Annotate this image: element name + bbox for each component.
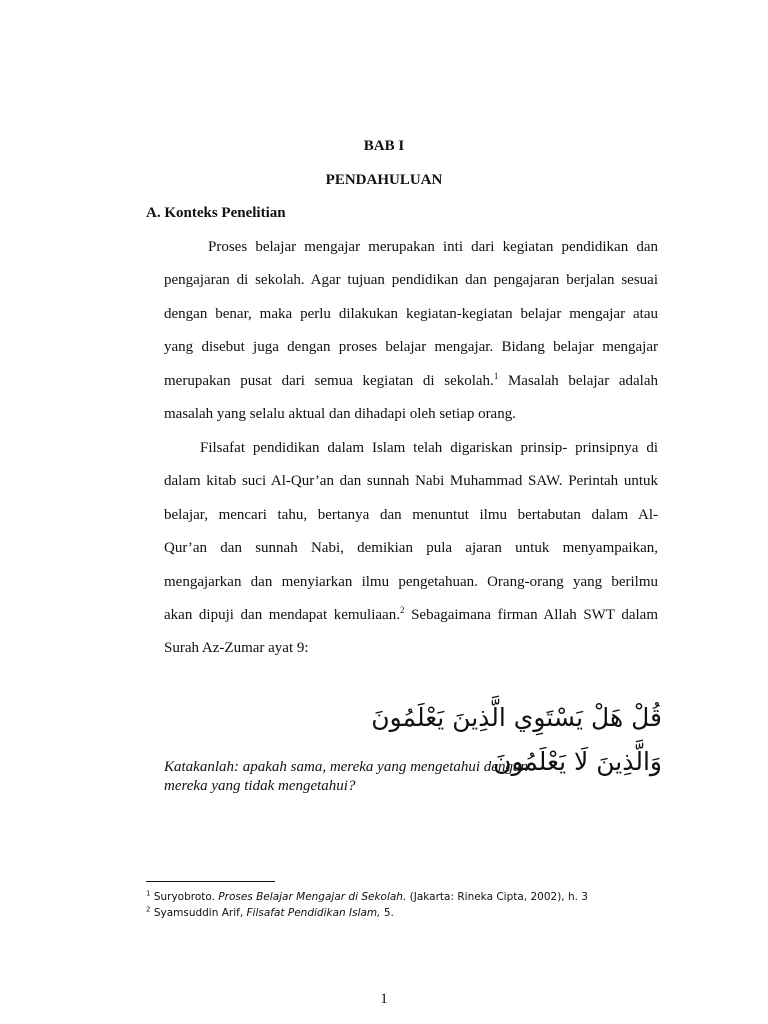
paragraph-line: akan dipuji dan mendapat kemuliaan.$^2$ Sebagaimana firman Allah SWT dalam [164,604,658,623]
paragraph-line: Proses belajar mengajar merupakan inti dari kegiatan pendidikan dan [208,239,658,255]
paragraph-2 [164,438,658,672]
page-number: 1 [380,991,388,1007]
translation-line: Katakanlah: apakah sama, mereka yang mengetahui dengan [164,759,528,775]
footnote-1: $^1$ Suryobroto. Proses Belajar Mengajar di Sekolah. (Jakarta: Rineka Cipta, 2002), h. 3 [146,889,588,903]
paragraph-line: mengajarkan dan menyiarkan ilmu pengetahuan. Orang-orang yang berilmu [164,573,658,590]
paragraph-line: Surah Az-Zumar ayat 9: [164,640,309,657]
paragraph-line: belajar, mencari tahu, bertanya dan menuntut ilmu bertabutan dalam Al- [164,506,658,523]
verse-translation [164,758,584,796]
footnotes [146,889,666,921]
section-heading: A. Konteks Penelitian [146,205,286,221]
paragraph-line: Qur’an dan sunnah Nabi, demikian pula ajaran untuk menyampaikan, [164,540,658,557]
footnote-divider [146,881,275,882]
footnote-2: $^2$ Syamsuddin Arif, Filsafat Pendidikan Islam, 5. [146,905,394,919]
footnote-ref[interactable]: 1 [493,370,499,381]
paragraph-line: pengajaran di sekolah. Agar tujuan pendidikan dan pengajaran berjalan sesuai [164,272,658,289]
quran-verse-arabic: قُلْ هَلْ يَسْتَوِي الَّذِينَ يَعْلَمُونَ وَالَّذِينَ لَا يَعْلَمُونَ [371,703,662,776]
paragraph-line: merupakan pusat dari semua kegiatan di sekolah.$^1$ Masalah belajar adalah [164,370,658,389]
paragraph-line: yang disebut juga dengan proses belajar mengajar. Bidang belajar mengajar [164,339,658,356]
paragraph-line: dalam kitab suci Al-Qur’an dan sunnah Nabi Muhammad SAW. Perintah untuk [164,473,658,490]
paragraph-line: masalah yang selalu aktual dan dihadapi oleh setiap orang. [164,405,516,422]
chapter-label: BAB I [363,138,405,154]
footnote-ref[interactable]: 2 [399,604,405,615]
chapter-title: PENDAHULUAN [325,172,443,188]
translation-line: mereka yang tidak mengetahui? [164,778,356,794]
paragraph-line: Filsafat pendidikan dalam Islam telah digariskan prinsip- prinsipnya di [200,440,658,456]
paragraph-line: dengan benar, maka perlu dilakukan kegiatan-kegiatan belajar mengajar atau [164,305,658,322]
paragraph-1 [164,237,658,437]
